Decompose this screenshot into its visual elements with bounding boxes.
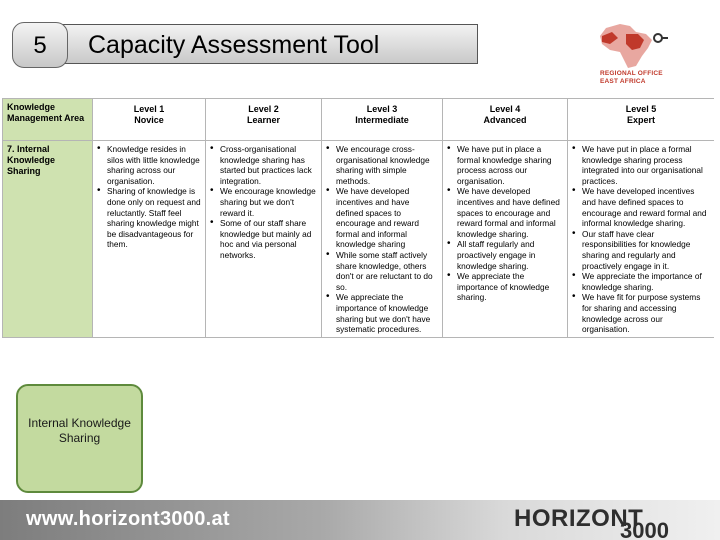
list-item: • Knowledge resides in silos with little knowledge sharing across our organisation. <box>96 144 201 186</box>
list-item: • All staff regularly and proactively engage in knowledge sharing. <box>446 239 563 271</box>
logo-pin-icon <box>654 34 662 42</box>
list-item: • We have developed incentives and have defined spaces to encourage and reward formal and informal knowledge sharing. <box>446 186 563 239</box>
table-row <box>3 141 715 338</box>
footer-brand-number: 3000 <box>620 518 669 540</box>
level-2-cell <box>206 141 322 338</box>
list-item: • We encourage knowledge sharing but we don't reward it. <box>209 186 317 218</box>
list-item: • We have put in place a formal knowledge sharing process across our organisation. <box>446 144 563 186</box>
list-item: • We have developed incentives and have defined spaces to encourage and reward formal and informal knowledge sharing. <box>571 186 710 228</box>
table-header-row <box>3 99 715 141</box>
logo-map-shape <box>600 24 652 68</box>
header-level-3: Level 3 Intermediate <box>322 99 443 141</box>
internal-knowledge-sharing-callout: Internal Knowledge Sharing <box>16 384 143 493</box>
assessment-table <box>2 98 714 338</box>
header-level-4: Level 4 Advanced <box>443 99 568 141</box>
list-item: • While some staff actively share knowledge, others don't or are reluctant to do so. <box>325 250 438 292</box>
list-item: • We have put in place a formal knowledge sharing process integrated into our organisational practices. <box>571 144 710 186</box>
list-item: • Cross-organisational knowledge sharing has started but practices lack integration. <box>209 144 317 186</box>
level-4-cell <box>443 141 568 338</box>
list-item: • We appreciate the importance of knowledge sharing. <box>446 271 563 303</box>
list-item: • Our staff have clear responsibilities for knowledge sharing and regularly and proactively engage in it. <box>571 229 710 271</box>
logo-line-1: REGIONAL OFFICE <box>600 70 663 77</box>
logo-line-2: EAST AFRICA <box>600 78 646 85</box>
level-5-cell <box>568 141 715 338</box>
header-area: Knowledge Management Area <box>3 99 93 141</box>
list-item: • Some of our staff share knowledge but mainly ad hoc and via personal networks. <box>209 218 317 260</box>
list-item: • We have fit for purpose systems for sharing and accessing knowledge across our organisation. <box>571 292 710 334</box>
header-level-1: Level 1 Novice <box>93 99 206 141</box>
level-1-cell <box>93 141 206 338</box>
list-item: • We encourage cross-organisational knowledge sharing with simple methods. <box>325 144 438 186</box>
header-level-5: Level 5 Expert <box>568 99 715 141</box>
logo-text <box>600 70 680 86</box>
footer-url: www.horizont3000.at <box>26 508 230 530</box>
africa-map-logo-icon <box>596 22 668 72</box>
area-cell: 7. Internal Knowledge Sharing <box>3 141 93 338</box>
list-item: • We appreciate the importance of knowledge sharing. <box>571 271 710 292</box>
list-item: • Sharing of knowledge is done only on request and reluctantly. Staff feel sharing knowledge might be disadvantageous for them. <box>96 186 201 250</box>
level-3-cell <box>322 141 443 338</box>
footer-brand-logo: HORIZONT <box>514 505 644 532</box>
header-level-2: Level 2 Learner <box>206 99 322 141</box>
list-item: • We appreciate the importance of knowledge sharing but we don't have systematic procedures. <box>325 292 438 334</box>
slide-number-badge: 5 <box>12 22 68 68</box>
list-item: • We have developed incentives and have defined spaces to encourage and reward formal and informal knowledge sharing <box>325 186 438 250</box>
slide-title: Capacity Assessment Tool <box>62 24 478 64</box>
